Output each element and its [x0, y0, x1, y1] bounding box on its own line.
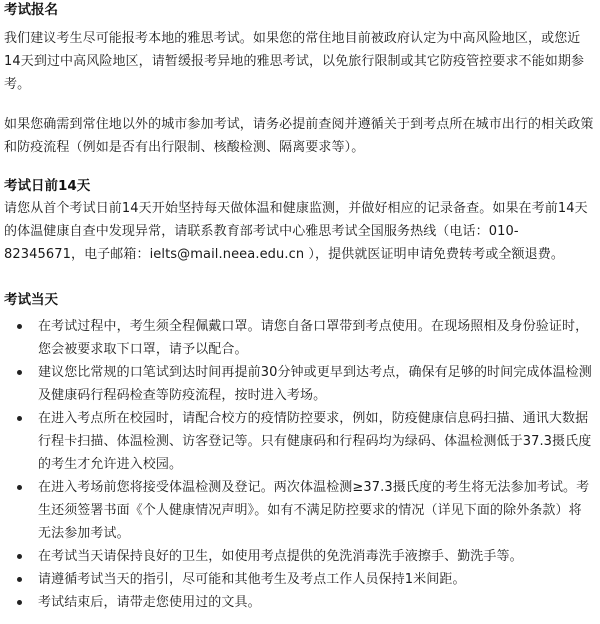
bullet-icon	[17, 577, 22, 582]
registration-paragraph-2: 如果您确需到常住地以外的城市参加考试，请务必提前查阅并遵循关于到考点所在城市出行的相关政策和防疫流程（例如是否有出行限制、核酸检测、隔离要求等）。	[4, 117, 594, 155]
list-item	[4, 591, 594, 614]
list-item	[4, 545, 594, 568]
before-14-days-paragraph: 请您从首个考试日前14天开始坚持每天做体温和健康监测，并做好相应的记录备查。如果在考前14天的体温健康自查中发现异常，请联系教育部考试中心雅思考试全国服务热线（电话：010-82345671，电子邮箱：ielts@mail.neea.edu.cn ），提供就医证明申请免费转考或全额退费。	[4, 201, 588, 262]
list-item	[4, 315, 594, 361]
exam-day-list	[4, 315, 594, 614]
list-item-text: 建议您比常规的口笔试到达时间再提前30分钟或更早到达考点，确保有足够的时间完成体温检测及健康码行程码检查等防疫流程，按时进入考场。	[38, 365, 592, 403]
list-item-text: 考试结束后，请带走您使用过的文具。	[38, 595, 261, 610]
section-title-before-14-days: 考试日前14天	[4, 178, 91, 194]
bullet-icon	[17, 600, 22, 605]
list-item	[4, 476, 594, 545]
section-title-registration: 考试报名	[4, 2, 58, 18]
list-item	[4, 568, 594, 591]
registration-paragraph-1: 我们建议考生尽可能报考本地的雅思考试。如果您的常住地目前被政府认定为中高风险地区，或您近14天到过中高风险地区，请暂缓报考异地的雅思考试，以免旅行限制或其它防疫管控要求不能如期参考。	[4, 31, 585, 92]
bullet-icon	[17, 370, 22, 375]
list-item-text: 请遵循考试当天的指引，尽可能和其他考生及考点工作人员保持1米间距。	[38, 572, 466, 587]
list-item-text: 在考试当天请保持良好的卫生，如使用考点提供的免洗消毒洗手液擦手、勤洗手等。	[38, 549, 523, 564]
bullet-icon	[17, 554, 22, 559]
list-item	[4, 407, 594, 476]
bullet-icon	[17, 324, 22, 329]
list-item-text: 在进入考场前您将接受体温检测及登记。两次体温检测≥37.3摄氏度的考生将无法参加考试。考生还须签署书面《个人健康情况声明》。如有不满足防控要求的情况（详见下面的除外条款）将无法参加考试。	[38, 480, 590, 541]
list-item-text: 在进入考点所在校园时，请配合校方的疫情防控要求，例如，防疫健康信息码扫描、通讯大数据行程卡扫描、体温检测、访客登记等。只有健康码和行程码均为绿码、体温检测低于37.3摄氏度的考生才允许进入校园。	[38, 411, 592, 472]
bullet-icon	[17, 416, 22, 421]
list-item	[4, 361, 594, 407]
bullet-icon	[17, 485, 22, 490]
list-item-text: 在考试过程中，考生须全程佩戴口罩。请您自备口罩带到考点使用。在现场照相及身份验证时，您会被要求取下口罩，请予以配合。	[38, 319, 589, 357]
section-title-exam-day: 考试当天	[4, 292, 58, 308]
